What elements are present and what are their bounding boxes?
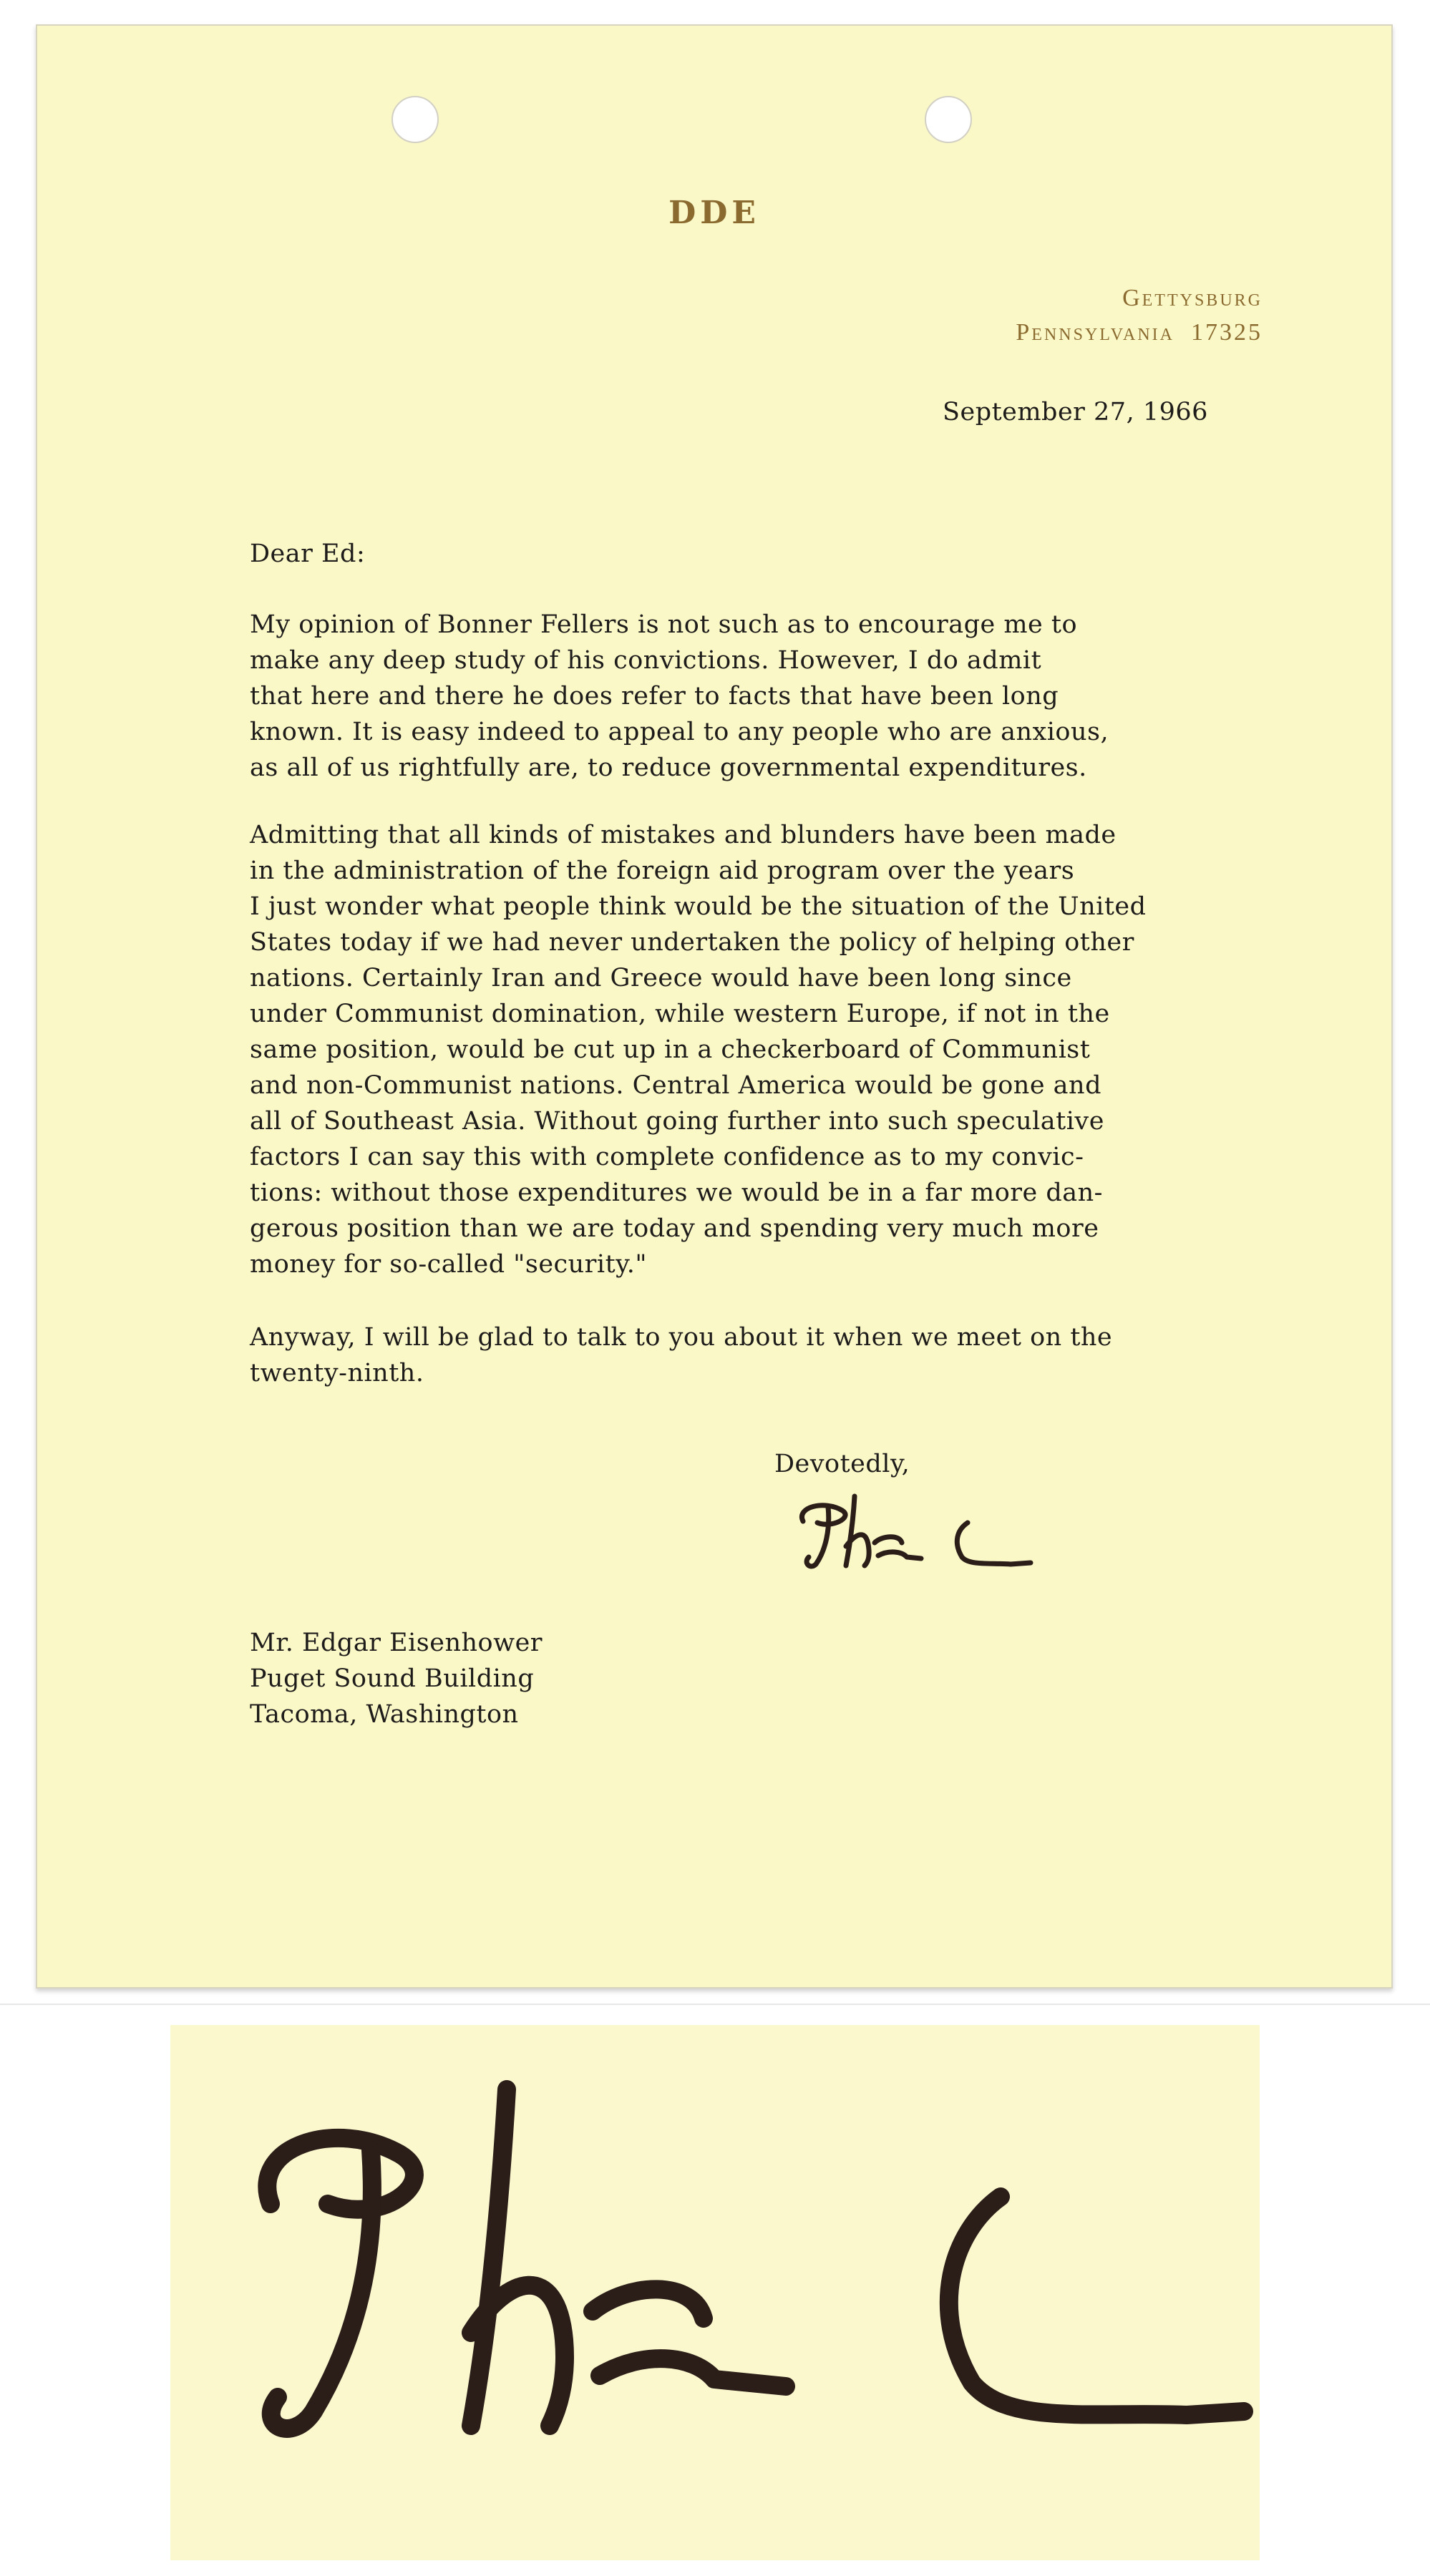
paragraph-1 [250,607,1395,786]
salutation: Dear Ed: [250,540,366,568]
paragraph-line: nations. Certainly Iran and Greece would have been long since [250,964,1072,992]
paragraph-line: known. It is easy indeed to appeal to any people who are anxious, [250,718,1109,746]
letterhead-monogram: DDE [668,195,760,231]
closing: Devotedly, [774,1450,910,1478]
paragraph-line: make any deep study of his convictions. However, I do admit [250,646,1042,675]
paragraph-line: States today if we had never undertaken the policy of helping other [250,928,1134,957]
divider [0,2004,1430,2005]
addressee-city: Tacoma, Washington [250,1700,519,1729]
paragraph-3 [250,1319,1395,1391]
addressee-building: Puget Sound Building [250,1664,535,1693]
paragraph-line: Admitting that all kinds of mistakes and blunders have been made [250,821,1117,849]
addressee-name: Mr. Edgar Eisenhower [250,1629,543,1657]
paragraph-line: that here and there he does refer to facts that have been long [250,682,1059,711]
paragraph-line: in the administration of the foreign aid program over the years [250,857,1075,885]
paragraph-line: all of Southeast Asia. Without going further into such speculative [250,1107,1104,1136]
addressee-block [250,1625,543,1732]
paragraph-line: twenty-ninth. [250,1359,424,1387]
letterhead-city: Gettysburg [1122,285,1263,311]
paragraph-line: tions: without those expenditures we would be in a far more dan- [250,1179,1103,1207]
paragraph-line: gerous position than we are today and spending very much more [250,1214,1099,1243]
signature-closeup [170,2025,1260,2560]
letter-date: September 27, 1966 [943,398,1208,426]
punch-hole-right [925,96,972,143]
paragraph-line: same position, would be cut up in a checkerboard of Communist [250,1035,1091,1064]
paragraph-line: factors I can say this with complete confidence as to my convic- [250,1143,1084,1171]
paragraph-line: My opinion of Bonner Fellers is not such as to encourage me to [250,610,1078,639]
letter-page [36,24,1393,1989]
paragraph-line: as all of us rightfully are, to reduce governmental expenditures. [250,753,1087,782]
signature-enlarged [170,2025,1260,2560]
letterhead-state-zip: Pennsylvania 17325 [1016,319,1263,346]
signature [774,1478,1046,1579]
paragraph-line: under Communist domination, while western Europe, if not in the [250,1000,1110,1028]
punch-hole-left [391,96,439,143]
paragraph-line: money for so-called "security." [250,1250,648,1279]
paragraph-line: I just wonder what people think would be the situation of the United [250,892,1147,921]
paragraph-line: and non-Communist nations. Central America would be gone and [250,1071,1101,1100]
paragraph-2 [250,817,1395,1282]
paragraph-line: Anyway, I will be glad to talk to you about it when we meet on the [250,1323,1113,1352]
